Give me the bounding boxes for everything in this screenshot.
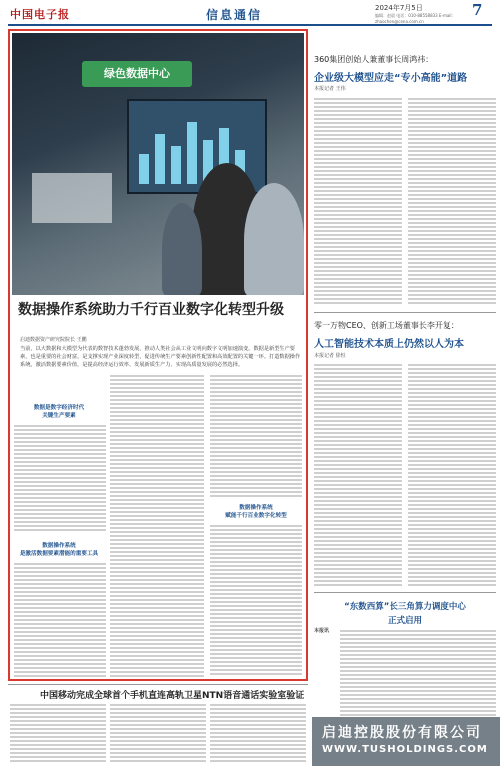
body-column-2 [110,373,204,677]
body-column-3a [210,373,302,497]
masthead [0,0,500,26]
watermark-url: WWW.TUSHOLDINGS.COM [322,744,488,755]
newspaper-logo: 中国电子报 [10,8,70,21]
photo-banner: 绿色数据中心 [82,61,192,87]
article-headline: 数据操作系统助力千行百业数字化转型升级 [18,302,284,318]
section-title: 信息通信 [206,8,263,22]
right-article-2-body-left [314,362,402,586]
bottom-article-body-2 [110,702,206,764]
right-article-2-body-right [408,362,496,586]
right-article-1-kicker: 360集团创始人兼董事长周鸿祎： [314,55,434,64]
body-column-1a [14,423,106,533]
subhead-2-line2: 是激活数据要素潜能的重要工具 [19,551,99,557]
subhead-3-line2: 赋能千行百业数字化转型 [225,513,287,519]
right-article-1-title: 企业级大模型应走“专小高能”道路 [314,73,468,84]
body-column-1b [14,561,106,677]
subhead-2-line1: 数据操作系统 [42,543,76,549]
page-number: 7 [472,1,483,19]
right-article-1-body-left [314,96,402,306]
right-article-2-byline: 本报记者 徐恒 [314,353,346,359]
bottom-divider [8,684,308,685]
right-article-3-byline: 本报讯 [314,628,330,634]
photo-visitor-3 [162,203,202,295]
right-article-2[interactable] [314,320,496,359]
right-article-2-title: 人工智能技术本质上仍然以人为本 [314,339,464,350]
subhead-1-line2: 关键生产要素 [42,413,76,419]
body-column-3b [210,523,302,677]
subhead-3 [210,503,302,519]
right-article-2-kicker: 零一万物CEO、创新工场董事长李开复： [314,321,459,330]
right-article-1-body-right [408,96,496,306]
article-photo [12,33,304,295]
company-watermark [312,717,500,766]
bottom-article-body-1 [10,702,106,764]
subhead-1 [14,403,104,419]
right-article-1[interactable] [314,54,496,92]
subhead-1-line1: 数据是数字经济时代 [33,405,85,411]
issue-date: 2024年7月5日 [375,4,423,12]
article-lead: 当前，以大数据和大模型为代表的数智技术蓬勃发展，推动人类社会从工业文明向数字文明加速演变。数据是新型生产要素，也是重要的社会财富，是支撑实现产业深度转型，促进传统生产要素创新性配置和高效配置的关键一环。打造数据操作系统，激活数据要素价值，是提高经济运行效率、发展新质生产力、实现高质量发展的必然选择。 [20,346,301,368]
right-article-3-body [340,628,496,716]
right-article-3-title-line1: “东数西算”长三角算力调度中心 [344,602,466,612]
photo-visitor-2 [244,183,304,295]
bottom-article-body-3 [210,702,306,764]
right-article-1-byline: 本报记者 王伟 [314,86,346,92]
right-divider-2 [314,592,496,593]
photo-exhibit-panel [32,173,112,223]
masthead-rule [8,24,492,26]
subhead-3-line1: 数据操作系统 [239,505,273,511]
article-byline: 启迪数据资产研究院院长 王鹏 [20,337,87,343]
bottom-article-title[interactable]: 中国移动完成全球首个手机直连高轨卫星NTN语音通话实验室验证 [40,691,305,701]
subhead-2 [14,541,104,557]
right-article-3-title-line2: 正式启用 [387,616,422,626]
right-article-3[interactable] [314,600,496,626]
editor-info: 编辑：赵晨 电话：010-88558833 E-mail: zhaochen@cena.com.cn [375,13,453,24]
featured-article[interactable] [8,29,308,681]
right-divider-1 [314,312,496,313]
watermark-chinese-name: 启迪控股股份有限公司 [322,725,482,741]
